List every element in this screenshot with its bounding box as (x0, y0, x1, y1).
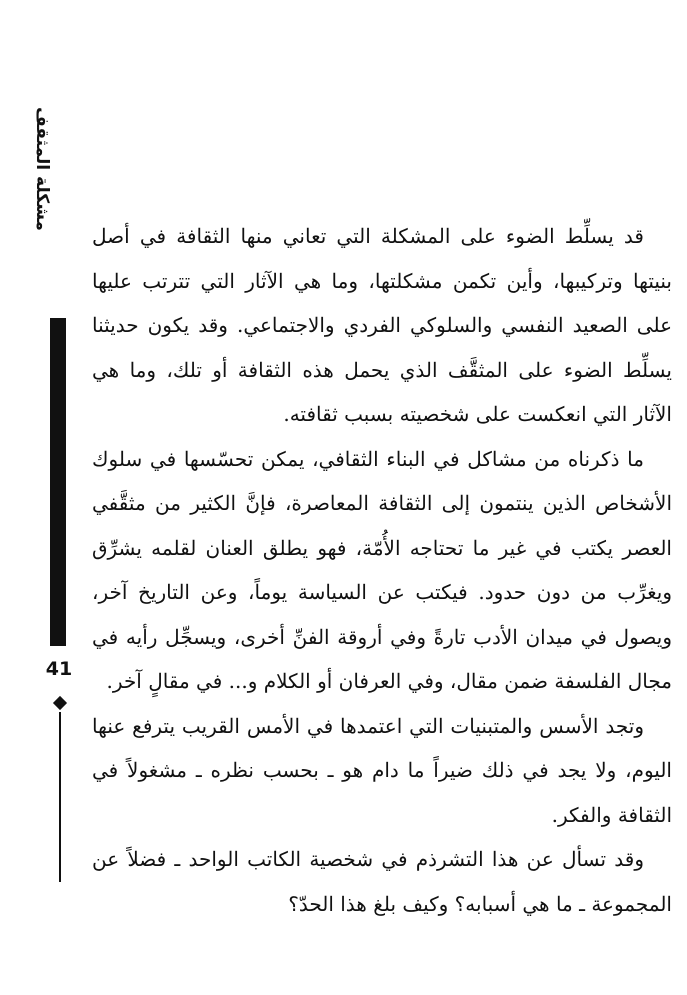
paragraph: ما ذكرناه من مشاكل في البناء الثقافي، يمكن تحسّسها في سلوك الأشخاص الذين ينتمون إلى الثقافة المعاصرة، فإنَّ الكثير من مثقَّفي العصر يكتب في غير ما تحتاجه الأُمّة، فهو يطلق العنان لقلمه يشرِّق ويغرِّب من دون حدود. فيكتب عن السياسة يوماً، وعن التاريخ آخر، ويصول في ميدان الأدب تارةً وفي أروقة الفنِّ أخرى، ويسجِّل رأيه في مجال الفلسفة ضمن مقال، وفي العرفان أو الكلام و... في مقالٍ آخر. (92, 446, 672, 693)
running-head-text: مشكلة المثقف (32, 107, 52, 231)
margin-rule (59, 712, 61, 882)
diamond-ornament (53, 696, 67, 710)
margin-bar (50, 318, 66, 646)
paragraph: وقد تسأل عن هذا التشرذم في شخصية الكاتب الواحد ـ فضلاً عن المجموعة ـ ما هي أسبابه؟ وكيف بلغ هذا الحدّ؟ (92, 847, 672, 916)
running-head (20, 104, 64, 234)
paragraph: وتجد الأسس والمتبنيات التي اعتمدها في الأمس القريب يترفع عنها اليوم، ولا يجد في ذلك ضيراً ما دام هو ـ بحسب نظره ـ مشغولاً في الثقافة والفكر. (92, 713, 672, 827)
body-text (92, 214, 672, 926)
page-number: 41 (45, 658, 73, 680)
paragraph: قد يسلِّط الضوء على المشكلة التي تعاني منها الثقافة في أصل بنيتها وتركيبها، وأين تكمن مشكلتها، وما هي الآثار التي تترتب عليها على الصعيد النفسي والسلوكي الفردي والاجتماعي. وقد يكون حديثنا يسلِّط الضوء على المثقَّف الذي يحمل هذه الثقافة أو تلك، وما هي الآثار التي انعكست على شخصيته بسبب ثقافته. (92, 224, 672, 426)
